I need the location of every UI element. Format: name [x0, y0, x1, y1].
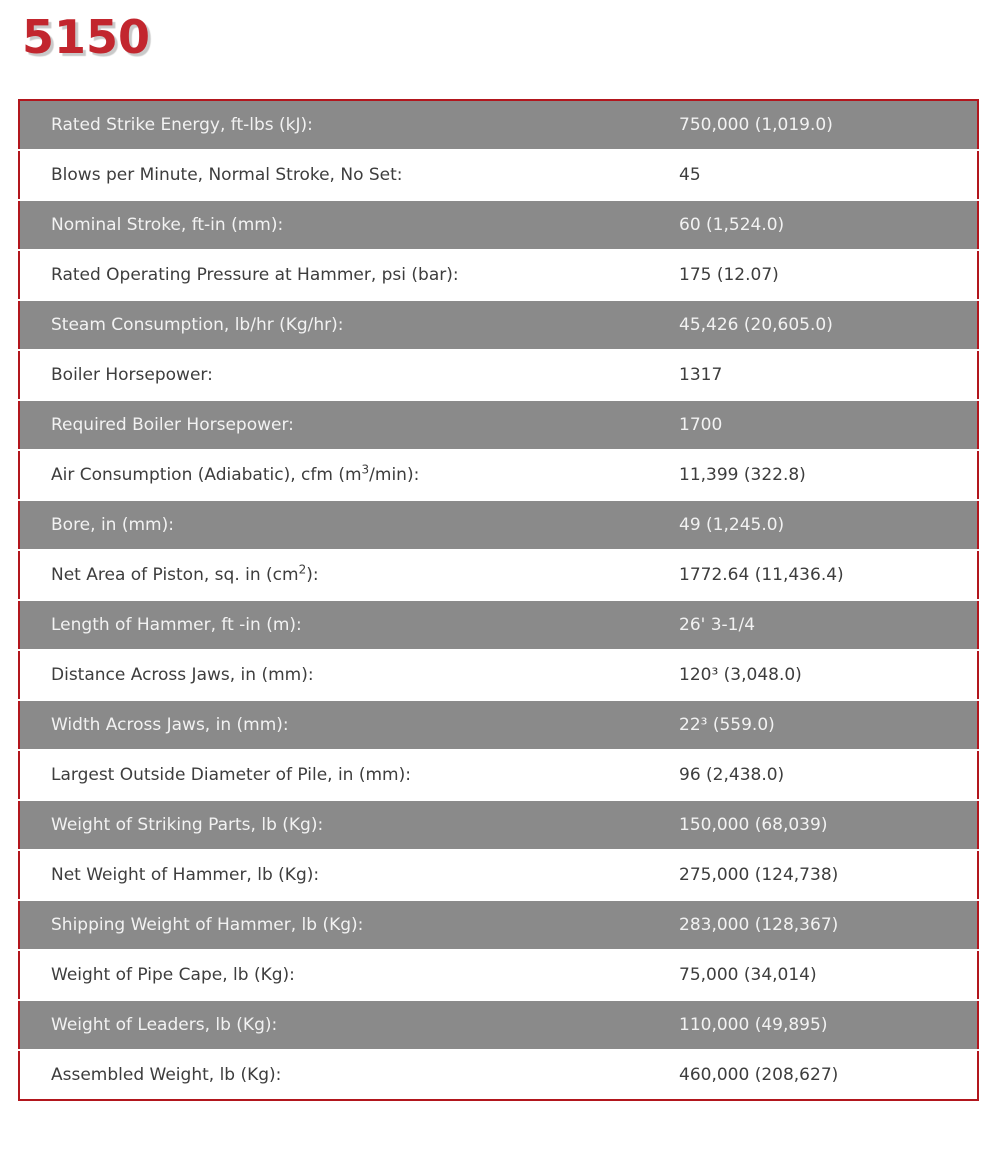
- spec-row: [19, 650, 978, 700]
- spec-row: [19, 800, 978, 850]
- spec-label: Boiler Horsepower:: [51, 365, 213, 385]
- spec-row: [19, 250, 978, 300]
- spec-value: 45,426 (20,605.0): [679, 315, 833, 335]
- spec-row: [19, 350, 978, 400]
- spec-label: Steam Consumption, lb/hr (Kg/hr):: [51, 315, 344, 335]
- spec-row: [19, 700, 978, 750]
- spec-table: [18, 99, 979, 1101]
- spec-value: 1700: [679, 415, 723, 435]
- spec-row: [19, 850, 978, 900]
- spec-label: Largest Outside Diameter of Pile, in (mm):: [51, 765, 411, 785]
- model-number-heading: 5150: [22, 10, 151, 64]
- spec-value: 110,000 (49,895): [679, 1015, 828, 1035]
- spec-row: [19, 750, 978, 800]
- spec-label: Required Boiler Horsepower:: [51, 415, 294, 435]
- spec-label: Nominal Stroke, ft-in (mm):: [51, 215, 284, 235]
- spec-value: 175 (12.07): [679, 265, 779, 285]
- spec-row: [19, 550, 978, 600]
- spec-value: 275,000 (124,738): [679, 865, 839, 885]
- spec-value: 283,000 (128,367): [679, 915, 839, 935]
- spec-label: Bore, in (mm):: [51, 515, 174, 535]
- spec-row: [19, 950, 978, 1000]
- spec-value: 1772.64 (11,436.4): [679, 565, 844, 585]
- spec-value: 49 (1,245.0): [679, 515, 785, 535]
- spec-row: [19, 450, 978, 500]
- spec-value: 750,000 (1,019.0): [679, 115, 833, 135]
- spec-value: 11,399 (322.8): [679, 465, 806, 485]
- spec-value: 45: [679, 165, 701, 185]
- spec-row: [19, 150, 978, 200]
- spec-row: [19, 300, 978, 350]
- spec-label: Weight of Leaders, lb (Kg):: [51, 1015, 278, 1035]
- spec-value: 26' 3-1/4: [679, 615, 756, 635]
- spec-table-body: [19, 100, 978, 1100]
- spec-value: 120³ (3,048.0): [679, 665, 802, 685]
- spec-label: Weight of Pipe Cape, lb (Kg):: [51, 965, 295, 985]
- spec-row: [19, 1000, 978, 1050]
- spec-value: 96 (2,438.0): [679, 765, 785, 785]
- spec-value: 460,000 (208,627): [679, 1065, 839, 1085]
- spec-row: [19, 100, 978, 150]
- spec-label: Net Area of Piston, sq. in $(cm^2)$:: [51, 562, 319, 585]
- spec-label: Air Consumption (Adiabatic), cfm $(m^3/\min)$:: [51, 462, 420, 485]
- spec-label: Net Weight of Hammer, lb (Kg):: [51, 865, 320, 885]
- spec-row: [19, 900, 978, 950]
- spec-label: Width Across Jaws, in (mm):: [51, 715, 289, 735]
- spec-row: [19, 500, 978, 550]
- spec-value: 75,000 (34,014): [679, 965, 817, 985]
- spec-row: [19, 1050, 978, 1100]
- spec-label: Weight of Striking Parts, lb (Kg):: [51, 815, 324, 835]
- spec-label: Length of Hammer, ft -in (m):: [51, 615, 302, 635]
- spec-label: Rated Operating Pressure at Hammer, psi (bar):: [51, 265, 459, 285]
- spec-value: 1317: [679, 365, 723, 385]
- spec-label: Assembled Weight, lb (Kg):: [51, 1065, 282, 1085]
- spec-row: [19, 200, 978, 250]
- spec-label: Shipping Weight of Hammer, lb (Kg):: [51, 915, 364, 935]
- spec-label: Blows per Minute, Normal Stroke, No Set:: [51, 165, 403, 185]
- spec-label: Rated Strike Energy, ft-lbs (kJ):: [51, 115, 313, 135]
- spec-row: [19, 600, 978, 650]
- spec-label: Distance Across Jaws, in (mm):: [51, 665, 314, 685]
- spec-row: [19, 400, 978, 450]
- spec-value: 150,000 (68,039): [679, 815, 828, 835]
- spec-value: 60 (1,524.0): [679, 215, 785, 235]
- spec-value: 22³ (559.0): [679, 715, 775, 735]
